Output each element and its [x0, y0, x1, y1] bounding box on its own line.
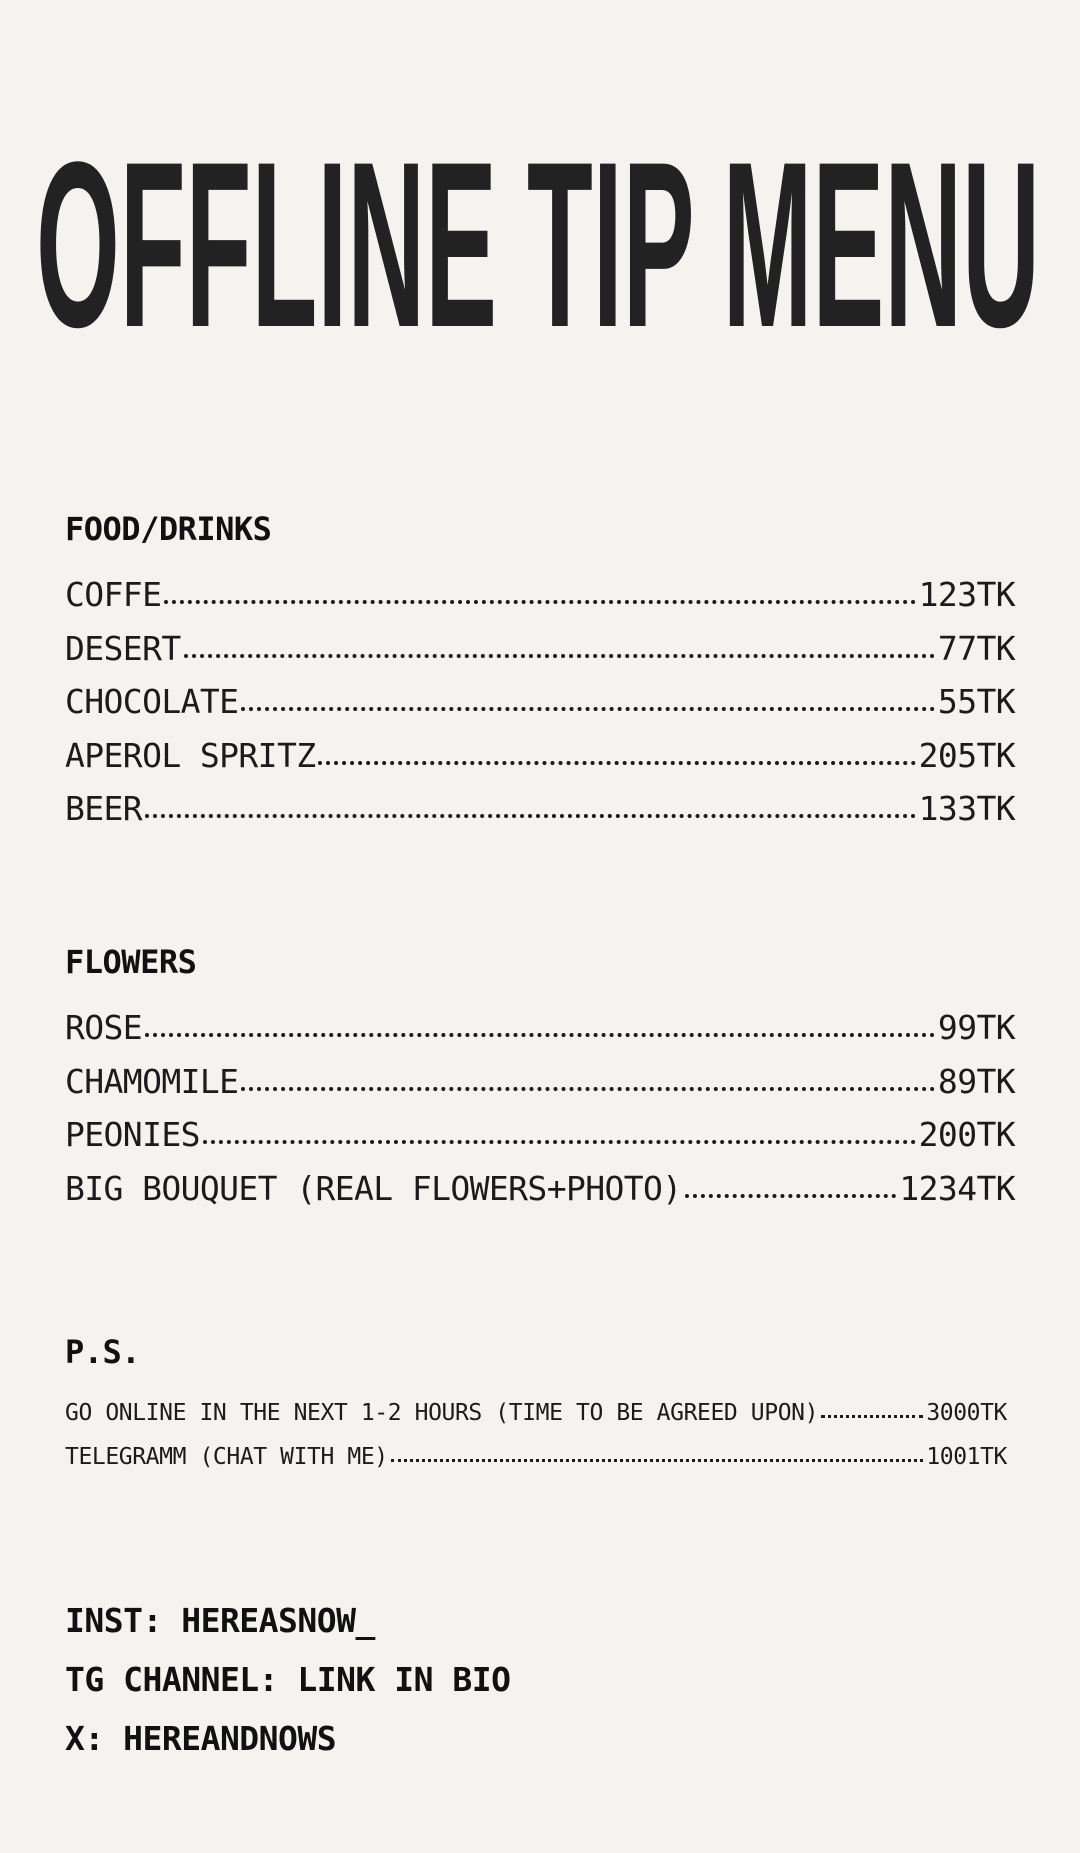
item-name: CHAMOMILE	[65, 1061, 239, 1101]
item-price: 89TK	[937, 1061, 1015, 1101]
contact-telegram-channel: TG CHANNEL: LINK IN BIO	[65, 1660, 511, 1699]
contact-instagram: INST: HEREASNOW_	[65, 1601, 375, 1640]
menu-item-beer	[65, 789, 1015, 843]
item-name: GO ONLINE IN THE NEXT 1-2 HOURS (TIME TO BE AGREED UPON)	[65, 1400, 819, 1426]
dot-leader	[164, 600, 915, 604]
menu-item-desert	[65, 629, 1015, 683]
section-heading-ps: P.S.	[65, 1333, 141, 1371]
menu-title	[36, 150, 1044, 340]
item-price: 99TK	[937, 1008, 1015, 1047]
item-price: 77TK	[937, 628, 1015, 668]
menu-item-chamomile	[65, 1062, 1015, 1116]
item-price: 3000TK	[926, 1400, 1007, 1426]
menu-item-go-online	[65, 1400, 1007, 1444]
dot-leader	[184, 654, 935, 658]
menu-title-text: OFFLINE TIP MENU	[36, 150, 1040, 340]
dot-leader	[145, 814, 916, 818]
menu-item-telegramm	[65, 1444, 1007, 1488]
item-name: DESERT	[65, 628, 181, 668]
dot-leader	[145, 1033, 935, 1037]
food-drinks-section	[65, 510, 1015, 843]
menu-item-peonies	[65, 1115, 1015, 1169]
menu-item-chocolate	[65, 682, 1015, 736]
menu-item-aperol-spritz	[65, 736, 1015, 790]
section-heading-food-drinks: FOOD/DRINKS	[65, 510, 272, 548]
item-name: APEROL SPRITZ	[65, 735, 316, 775]
dot-leader	[241, 707, 935, 711]
item-name: COFFE	[65, 575, 162, 614]
item-price: 200TK	[918, 1115, 1015, 1154]
item-name: PEONIES	[65, 1115, 200, 1154]
dot-leader	[391, 1459, 924, 1462]
ps-section	[65, 1333, 1007, 1488]
dot-leader	[318, 761, 915, 765]
dot-leader	[241, 1087, 935, 1091]
item-name: BEER	[65, 789, 143, 828]
item-price: 123TK	[918, 575, 1015, 614]
item-price: 1234TK	[899, 1168, 1015, 1208]
item-name: TELEGRAMM (CHAT WITH ME)	[65, 1444, 388, 1470]
section-heading-flowers: FLOWERS	[65, 943, 197, 981]
dot-leader	[203, 1140, 916, 1144]
item-name: ROSE	[65, 1008, 143, 1047]
contact-x: X: HEREANDNOWS	[65, 1719, 337, 1758]
item-price: 133TK	[918, 789, 1015, 828]
flowers-section	[65, 943, 1015, 1222]
dot-leader	[821, 1415, 923, 1418]
item-name: CHOCOLATE	[65, 682, 239, 721]
menu-item-rose	[65, 1008, 1015, 1062]
item-name: BIG BOUQUET (REAL FLOWERS+PHOTO)	[65, 1168, 682, 1208]
menu-item-coffe	[65, 575, 1015, 629]
contacts	[65, 1598, 510, 1775]
item-price: 205TK	[918, 735, 1015, 775]
item-price: 1001TK	[926, 1444, 1007, 1470]
dot-leader	[685, 1194, 897, 1198]
item-price: 55TK	[937, 682, 1015, 721]
menu-item-big-bouquet	[65, 1169, 1015, 1223]
